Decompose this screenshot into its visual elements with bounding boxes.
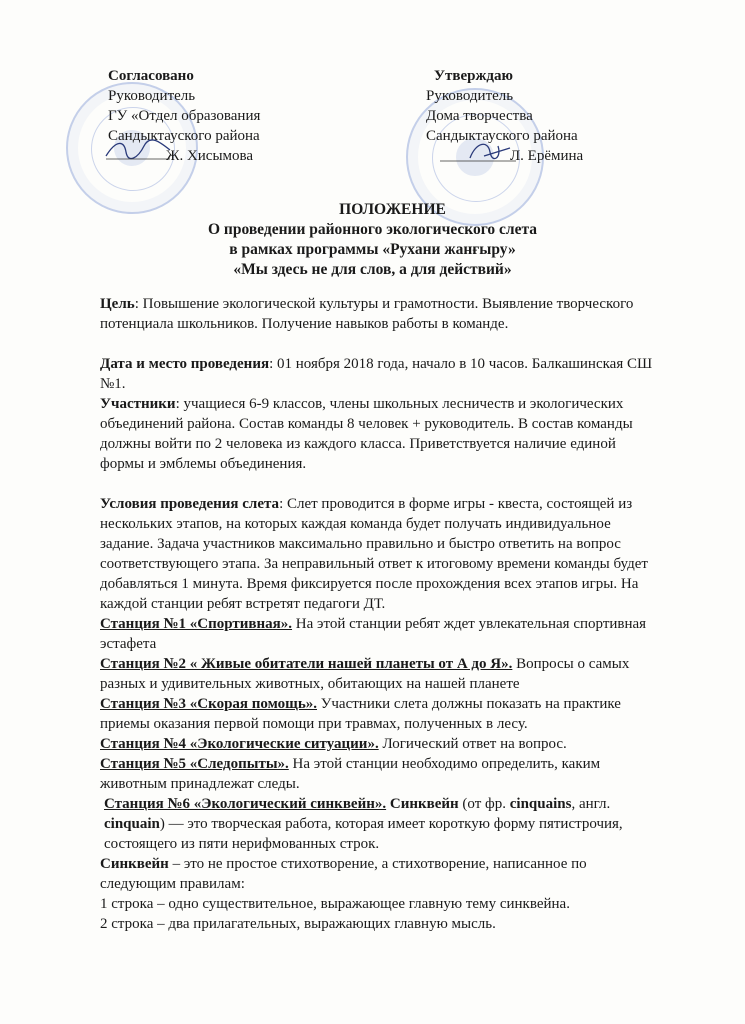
rule-1: 1 строка – одно существительное, выражающее главную тему синквейна. [100, 896, 570, 912]
conditions-text: : Слет проводится в форме игры - квеста, состоящей из нескольких этапов, на которых каждая команда будет получать индивидуальное задание. Задача участников максимально правильно и быстро ответить на вопрос соответствующего этапа. За неправильный ответ к итоговому времени команды будет добавляться 1 минута. Время фиксируется после прохождения всех этапов игры. На каждой станции ребят встретят педагоги ДТ. [100, 496, 648, 612]
station-1-label: Станция №1 «Спортивная». [100, 616, 293, 632]
station-6-text: , англ. [571, 796, 611, 812]
station-3 [100, 694, 660, 734]
station-6-text: ) — это творческая работа, которая имеет короткую форму пятистрочия, состоящего из пяти нерифмованных строк. [104, 816, 623, 852]
station-2 [100, 654, 660, 694]
document-body [100, 294, 660, 934]
approval-right-signer: Л. Ерёмина [510, 148, 584, 164]
date-paragraph [100, 354, 660, 394]
goal-text: : Повышение экологической культуры и грамотности. Выявление творческого потенциала школьников. Получение навыков работы в команде. [100, 296, 634, 332]
date-text: : 01 ноября 2018 года, начало в 10 часов. Балкашинская СШ №1. [100, 356, 653, 392]
approval-left-title: Согласовано [108, 68, 194, 84]
cinquain-text: – это не простое стихотворение, а стихотворение, написанное по следующим правилам: [100, 856, 587, 892]
cinquain-word: Синквейн [386, 796, 459, 812]
goal-paragraph [100, 294, 660, 334]
station-5-text: На этой станции необходимо определить, каким животным принадлежат следы. [100, 756, 601, 792]
date-label: Дата и место проведения [100, 356, 270, 372]
station-1-text: На этой станции ребят ждет увлекательная спортивная эстафета [100, 616, 647, 652]
station-4-text: Логический ответ на вопрос. [378, 736, 567, 752]
cinquain-definition [100, 854, 660, 894]
station-5 [100, 754, 660, 794]
station-2-label: Станция №2 « Живые обитатели нашей планеты от А до Я». [100, 656, 513, 672]
station-2-text: Вопросы о самых разных и удивительных животных, обитающих на нашей планете [100, 656, 630, 692]
heading-line: О проведении районного экологического слета [207, 221, 538, 238]
right-signature-icon [440, 138, 520, 164]
heading-line: в рамках программы «Рухани жанғыру» [229, 241, 516, 258]
station-3-text: Участники слета должны показать на практике приемы оказания первой помощи при травмах, полученных в лесу. [100, 696, 621, 732]
station-6-label: Станция №6 «Экологический синквейн». [104, 796, 387, 812]
conditions-label: Условия проведения слета [100, 496, 280, 512]
cinquain-label: Синквейн [100, 856, 169, 872]
rule-2: 2 строка – два прилагательных, выражающих главную мысль. [100, 916, 496, 932]
english-term: cinquain [104, 816, 160, 832]
station-5-label: Станция №5 «Следопыты». [100, 756, 289, 772]
station-4-label: Станция №4 «Экологические ситуации». [100, 736, 379, 752]
station-6 [100, 794, 660, 854]
participants-paragraph [100, 394, 660, 474]
station-4 [100, 734, 660, 754]
left-signature-icon [104, 136, 174, 162]
approval-right-line: Сандыктауского района [426, 128, 578, 144]
participants-text: : учащиеся 6-9 классов, члены школьных лесничеств и экологических объединений района. Состав команды 8 человек + руководитель. В состав команды должны войти по 2 человека из каждого класса. Приветствуется наличие единой формы и эмблемы объединения. [100, 396, 633, 472]
approval-left-signer: Ж. Хисымова [166, 148, 254, 164]
participants-label: Участники [100, 396, 176, 412]
approval-right-line: Дома творчества [426, 108, 533, 124]
station-1 [100, 614, 660, 654]
goal-label: Цель [100, 296, 135, 312]
document-title: ПОЛОЖЕНИЕ [339, 201, 446, 218]
approval-left-line: Сандыктауского района [108, 128, 260, 144]
station-3-label: Станция №3 «Скорая помощь». [100, 696, 318, 712]
approval-right-title: Утверждаю [434, 68, 513, 84]
conditions-paragraph [100, 494, 660, 614]
approval-left-line: ГУ «Отдел образования [108, 108, 261, 124]
approval-right-line: Руководитель [426, 88, 514, 104]
approval-left-line: Руководитель [108, 88, 196, 104]
station-6-text: (от фр. [458, 796, 510, 812]
french-term: cinquains [509, 796, 572, 812]
heading-line: «Мы здесь не для слов, а для действий» [233, 261, 512, 278]
